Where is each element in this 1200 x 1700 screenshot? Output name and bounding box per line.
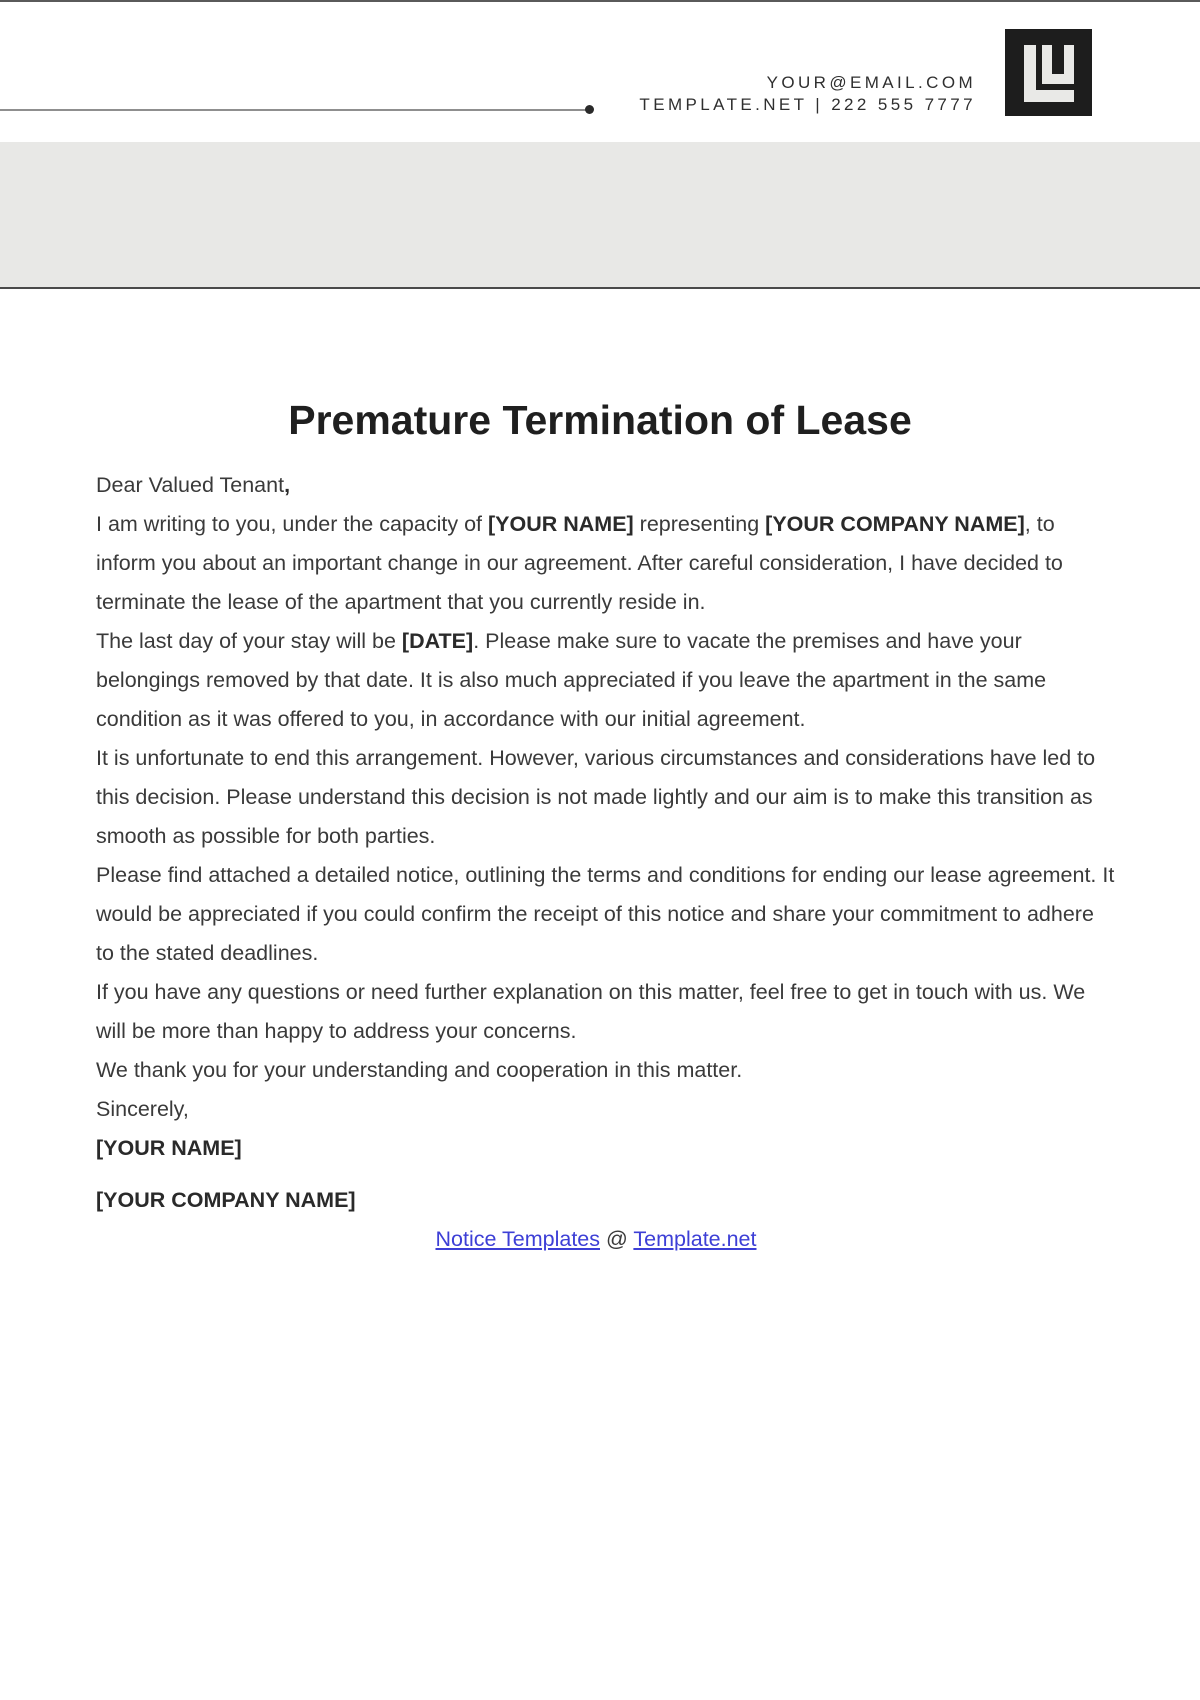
paragraph-2-text-2: . Please make sure to vacate the premises and have your belongings removed by that date. It is also much appreciated if you leave the apartment in the same condition as it was offered to you, in accordance with our initial agreement. (96, 629, 1047, 731)
footer-links (96, 1220, 1116, 1259)
paragraph-1-text-1: I am writing to you, under the capacity of (96, 512, 488, 536)
salutation-comma: , (284, 473, 291, 497)
letter-logo-icon (1005, 29, 1092, 116)
paragraph-4: Please find attached a detailed notice, outlining the terms and conditions for ending our lease agreement. It would be appreciated if you could confirm the receipt of this notice and share your commitment to adhere to the stated deadlines. (96, 863, 1115, 965)
paragraph-2-text-1: The last day of your stay will be (96, 629, 402, 653)
header-divider-dot (585, 105, 594, 114)
signature-name-text: [YOUR NAME] (96, 1136, 242, 1160)
contact-email: YOUR@EMAIL.COM (766, 73, 976, 92)
salutation-text: Dear Valued Tenant (96, 473, 285, 497)
salutation (96, 466, 1116, 505)
placeholder-date: [DATE] (401, 629, 474, 653)
placeholder-your-name: [YOUR NAME] (487, 512, 634, 536)
closing: Sincerely, (96, 1097, 189, 1121)
contact-separator: | (815, 95, 824, 114)
signature-company (96, 1181, 1116, 1220)
letter-body (96, 466, 1116, 1259)
signature-name (96, 1129, 1116, 1168)
paragraph-3: It is unfortunate to end this arrangement. However, various circumstances and considerations have led to this decision. Please understand this decision is not made lightly and our aim is to make this transition as smooth as possible for both parties. (96, 746, 1096, 848)
contact-phone: 222 555 7777 (831, 95, 976, 114)
contact-block (639, 72, 976, 116)
paragraph-1 (96, 505, 1116, 622)
notice-templates-link[interactable]: Notice Templates (435, 1227, 600, 1251)
contact-website: TEMPLATE.NET (639, 95, 808, 114)
placeholder-company-name: [YOUR COMPANY NAME] (765, 512, 1025, 536)
header-divider-line (0, 109, 590, 111)
document-title: Premature Termination of Lease (288, 397, 912, 443)
paragraph-1-text-2: representing (633, 512, 766, 536)
top-border (0, 0, 1200, 2)
template-net-link[interactable]: Template.net (633, 1227, 757, 1251)
logo-glyph-icon (1005, 29, 1092, 116)
paragraph-5: If you have any questions or need further explanation on this matter, feel free to get in touch with us. We will be more than happy to address your concerns. (96, 980, 1086, 1043)
signature-company-text: [YOUR COMPANY NAME] (96, 1188, 356, 1212)
paragraph-6: We thank you for your understanding and cooperation in this matter. (96, 1058, 743, 1082)
header-banner (0, 142, 1200, 289)
contact-website-phone (639, 94, 976, 116)
paragraph-1-text-3: , to inform you about an important change in our agreement. After careful consideration, I have decided to terminate the lease of the apartment that you currently reside in. (96, 512, 1063, 614)
footer-at: @ (600, 1227, 634, 1251)
paragraph-2 (96, 622, 1116, 739)
